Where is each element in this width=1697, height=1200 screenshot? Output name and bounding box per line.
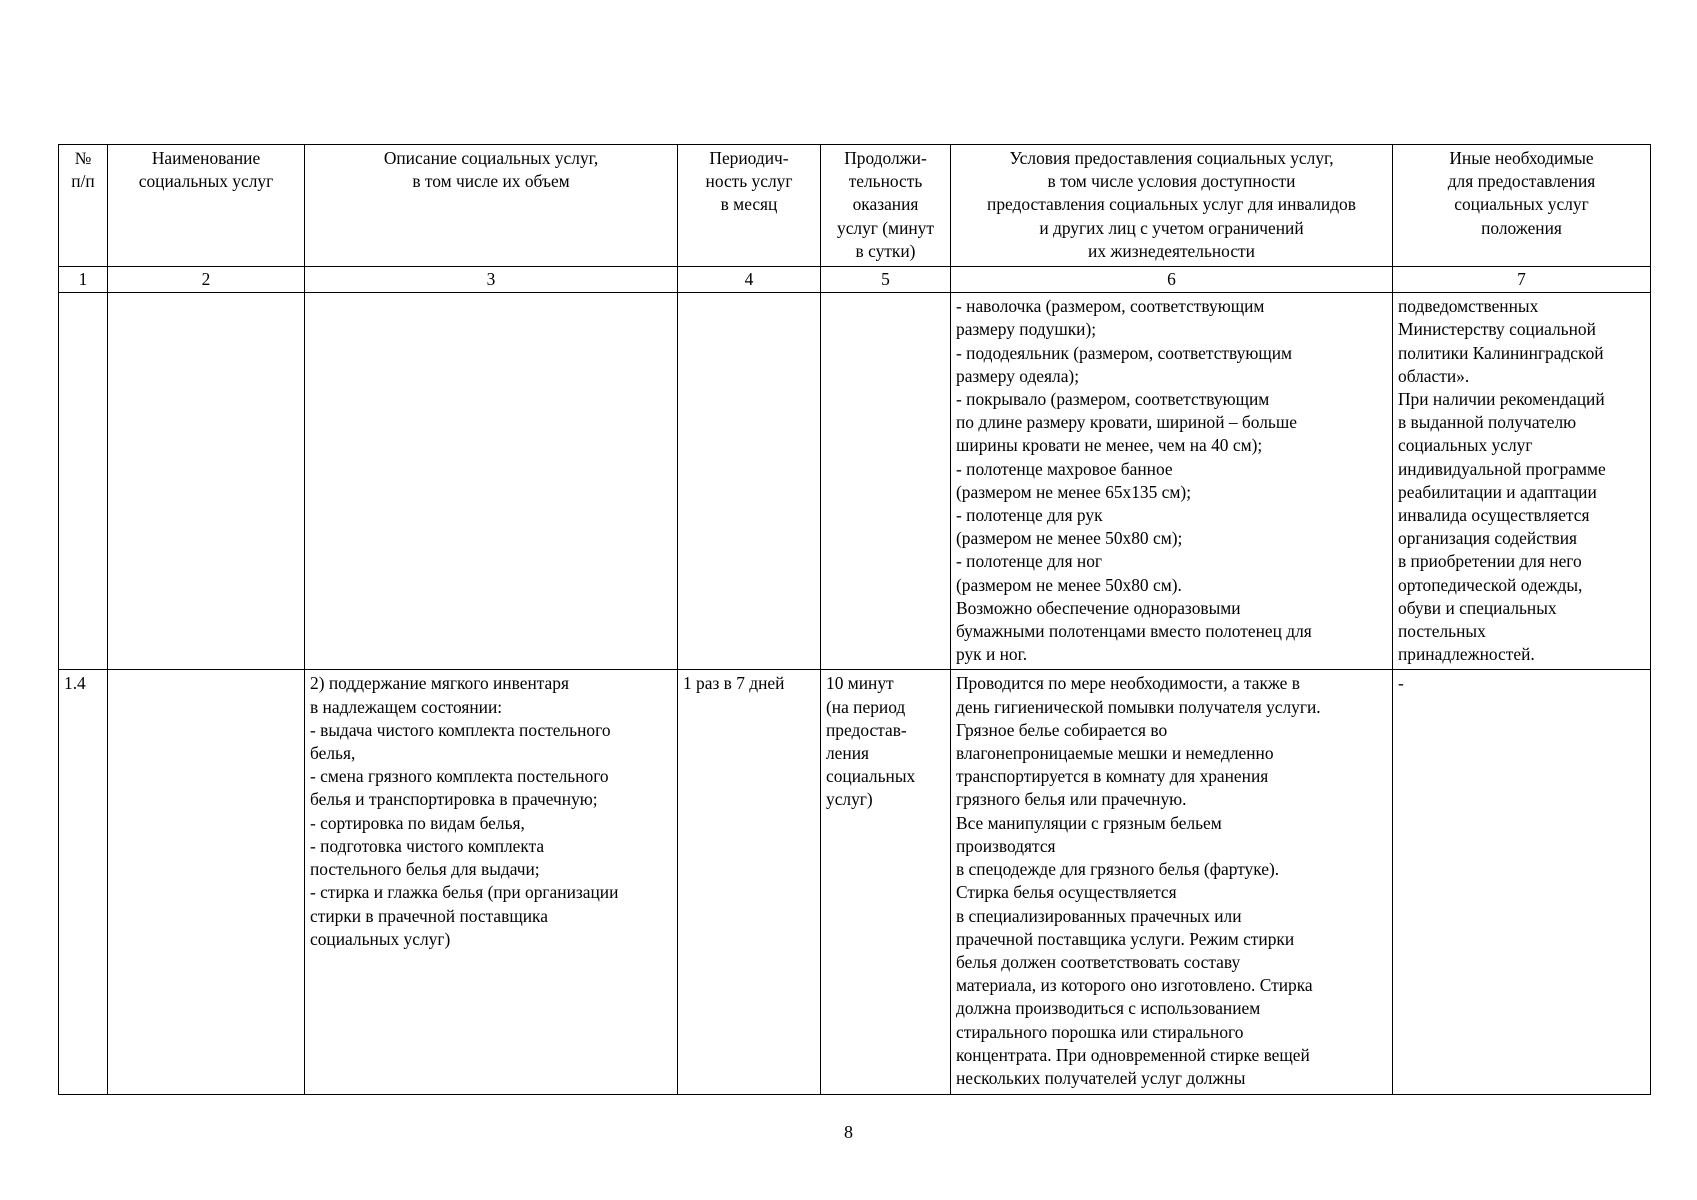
cell-line: прачечной поставщика услуги. Режим стирки (956, 928, 1295, 949)
header-line: тельность (848, 171, 923, 192)
header-line: в том числе их объем (412, 171, 570, 192)
cell-line: производятся (956, 835, 1056, 856)
page-number: 8 (844, 1122, 853, 1142)
cell-line: рук и ног. (956, 644, 1028, 665)
cell-line: 1.4 (64, 673, 86, 694)
cell-other-provisions (1393, 670, 1651, 1095)
cell-line: Проводится по мере необходимости, а также в (956, 673, 1300, 694)
cell-line: Стирка белья осуществляется (956, 882, 1177, 903)
cell-line: принадлежностей. (1398, 644, 1535, 665)
header-duration (821, 145, 951, 267)
cell-line: 1 раз в 7 дней (683, 673, 785, 694)
table-header-row (59, 145, 1651, 267)
header-other-provisions (1393, 145, 1651, 267)
cell-line: день гигиенической помывки получателя услуги. (956, 696, 1321, 717)
cell-line: в специализированных прачечных или (956, 905, 1242, 926)
cell-periodicity (678, 670, 821, 1095)
cell-line: (размером не менее 50х80 см); (956, 528, 1183, 549)
cell-line: - выдача чистого комплекта постельного (310, 719, 611, 740)
cell-line: (на период (826, 696, 906, 717)
header-service-name (108, 145, 305, 267)
cell-line: - полотенце для ног (956, 551, 1103, 572)
cell-line: - смена грязного комплекта постельного (310, 766, 609, 787)
cell-line: подведомственных (1398, 296, 1539, 317)
cell-line: Министерству социальной (1398, 319, 1596, 340)
header-periodicity (678, 145, 821, 267)
cell-line: социальных услуг) (310, 928, 451, 949)
column-number: 3 (305, 267, 678, 293)
cell-line: индивидуальной программе (1398, 458, 1606, 479)
cell-line: постельных (1398, 621, 1486, 642)
header-line: оказания (852, 194, 919, 215)
cell-line: - сортировка по видам белья, (310, 812, 525, 833)
header-line: их жизнедеятельности (1088, 240, 1255, 261)
cell-line: транспортируется в комнату для хранения (956, 766, 1269, 787)
cell-service-name (108, 293, 305, 670)
header-line: Описание социальных услуг, (383, 148, 599, 168)
cell-line: - подготовка чистого комплекта (310, 835, 545, 856)
header-line: услуг (минут (837, 217, 934, 238)
cell-number (59, 670, 108, 1095)
column-number: 5 (821, 267, 951, 293)
cell-line: грязного белья или прачечную. (956, 789, 1187, 810)
cell-line: инвалида осуществляется (1398, 505, 1590, 526)
cell-line: белья, (310, 743, 356, 764)
header-line: ность услуг (705, 171, 793, 192)
cell-line: предостав- (826, 719, 907, 740)
header-line: Иные необходимые (1449, 148, 1594, 168)
cell-line: Все манипуляции с грязным бельем (956, 812, 1222, 833)
cell-line: - полотенце махровое банное (956, 458, 1173, 479)
cell-periodicity (678, 293, 821, 670)
cell-line: - стирка и глажка белья (при организации (310, 882, 619, 903)
cell-line: должна производиться с использованием (956, 998, 1261, 1019)
cell-line: белья должен соответствовать составу (956, 951, 1241, 972)
cell-line: ления (826, 743, 870, 764)
cell-line: - пододеяльник (размером, соответствующим (956, 342, 1293, 363)
header-number (59, 145, 108, 267)
header-line: для предоставления (1447, 171, 1596, 192)
cell-line: - покрывало (размером, соответствующим (956, 389, 1270, 410)
header-line: п/п (71, 171, 95, 192)
cell-line: в приобретении для него (1398, 551, 1582, 572)
cell-conditions (951, 670, 1393, 1095)
header-line: Периодич- (709, 148, 789, 168)
cell-description (305, 293, 678, 670)
cell-line: - полотенце для рук (956, 505, 1103, 526)
cell-line: концентрата. При одновременной стирке вещей (956, 1044, 1310, 1065)
cell-line: ширины кровати не менее, чем на 40 см); (956, 435, 1263, 456)
cell-line: При наличии рекомендаций (1398, 389, 1605, 410)
cell-line: области». (1398, 365, 1470, 386)
header-line: социальных услуг (1454, 194, 1589, 215)
cell-line: (размером не менее 50х80 см). (956, 574, 1182, 595)
cell-line: размеру подушки); (956, 319, 1097, 340)
header-line: в месяц (720, 194, 778, 215)
header-line: Условия предоставления социальных услуг, (1009, 148, 1334, 168)
cell-line: стирального порошка или стирального (956, 1021, 1244, 1042)
cell-line: материала, из которого оно изготовлено. Стирка (956, 975, 1313, 996)
header-line: социальных услуг (138, 171, 274, 192)
cell-line: 10 минут (826, 673, 894, 694)
cell-line: обуви и специальных (1398, 597, 1557, 618)
cell-line: Возможно обеспечение одноразовыми (956, 597, 1241, 618)
column-number: 7 (1393, 267, 1651, 293)
cell-line: нескольких получателей услуг должны (956, 1067, 1246, 1088)
cell-line: организация содействия (1398, 528, 1578, 549)
cell-line: услуг) (826, 789, 873, 810)
column-number-row (59, 267, 1651, 293)
cell-line: социальных услуг (1398, 435, 1533, 456)
cell-duration (821, 293, 951, 670)
column-number: 4 (678, 267, 821, 293)
cell-line: влагонепроницаемые мешки и немедленно (956, 743, 1274, 764)
column-number: 2 (108, 267, 305, 293)
header-conditions (951, 145, 1393, 267)
cell-line: Грязное белье собирается во (956, 719, 1168, 740)
column-number: 1 (59, 267, 108, 293)
cell-number (59, 293, 108, 670)
cell-line: (размером не менее 65х135 см); (956, 481, 1192, 502)
cell-line: стирки в прачечной поставщика (310, 905, 548, 926)
cell-description (305, 670, 678, 1095)
cell-conditions (951, 293, 1393, 670)
cell-duration (821, 670, 951, 1095)
table-row-1-4 (59, 670, 1651, 1095)
cell-line: в надлежащем состоянии: (310, 696, 503, 717)
header-line: в том числе условия доступности (1047, 171, 1296, 192)
cell-line: социальных (826, 766, 916, 787)
services-table (58, 144, 1651, 1095)
cell-line: реабилитации и адаптации (1398, 481, 1597, 502)
cell-line: в спецодежде для грязного белья (фартуке). (956, 859, 1280, 880)
header-line: № (74, 148, 92, 168)
header-line: в сутки) (855, 240, 916, 261)
cell-line: в выданной получателю (1398, 412, 1577, 433)
header-line: и других лиц с учетом ограничений (1039, 217, 1304, 238)
header-line: предоставления социальных услуг для инвалидов (987, 194, 1356, 215)
cell-line: 2) поддержание мягкого инвентаря (310, 673, 569, 694)
cell-service-name (108, 670, 305, 1095)
table-row-continuation (59, 293, 1651, 670)
cell-line: размеру одеяла); (956, 365, 1080, 386)
cell-line: белья и транспортировка в прачечную; (310, 789, 598, 810)
cell-line: политики Калининградской (1398, 342, 1604, 363)
cell-line: - наволочка (размером, соответствующим (956, 296, 1265, 317)
cell-line: постельного белья для выдачи; (310, 859, 540, 880)
cell-line: ортопедической одежды, (1398, 574, 1583, 595)
cell-line: - (1398, 673, 1404, 694)
cell-line: по длине размеру кровати, шириной – больше (956, 412, 1297, 433)
header-service-description (305, 145, 678, 267)
header-line: Продолжи- (844, 148, 927, 168)
header-line: положения (1481, 217, 1562, 238)
cell-line: бумажными полотенцами вместо полотенец для (956, 621, 1312, 642)
column-number: 6 (951, 267, 1393, 293)
cell-other-provisions (1393, 293, 1651, 670)
header-line: Наименование (151, 148, 261, 168)
